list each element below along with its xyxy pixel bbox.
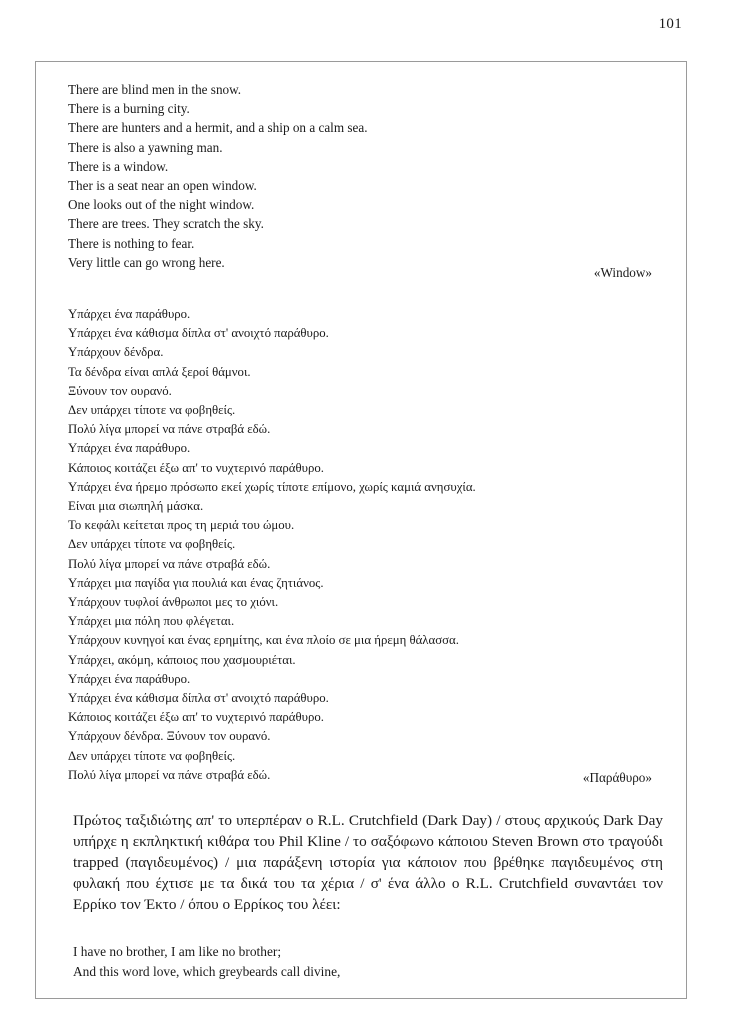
- poem-line: Πολύ λίγα μπορεί να πάνε στραβά εδώ.: [68, 556, 271, 571]
- poem-line: Δεν υπάρχει τίποτε να φοβηθείς.: [68, 403, 236, 418]
- poem-line: Υπάρχει μια παγίδα για πουλιά και ένας ζητιάνος.: [68, 575, 324, 590]
- poem-line: There is also a yawning man.: [68, 139, 223, 155]
- poem-line: Υπάρχει ένα παράθυρο.: [68, 671, 191, 686]
- poem-line: Υπάρχει μια πόλη που φλέγεται.: [68, 614, 235, 629]
- quote-line: I have no brother, I am like no brother;: [73, 944, 282, 959]
- poem-line: There are blind men in the snow.: [68, 82, 242, 97]
- poem-line: Very little can go wrong here.: [68, 254, 225, 270]
- poem-line: Ξύνουν τον ουρανό.: [68, 383, 172, 398]
- poem-line: Υπάρχει ένα ήρεμο πρόσωπο εκεί χωρίς τίποτε επίμονο, χωρίς καμιά ανησυχία.: [68, 479, 476, 494]
- quote-block: [73, 942, 663, 982]
- poem-line: There is nothing to fear.: [68, 235, 195, 251]
- poem-line: Δεν υπάρχει τίποτε να φοβηθείς.: [68, 748, 236, 763]
- poem-line: Τα δένδρα είναι απλά ξεροί θάμνοι.: [68, 364, 251, 379]
- poem-line: Πολύ λίγα μπορεί να πάνε στραβά εδώ.: [68, 422, 271, 437]
- poem-line: There is a window.: [68, 158, 169, 174]
- poem-line: Κάποιος κοιτάζει έξω απ' το νυχτερινό παράθυρο.: [68, 710, 324, 725]
- poem-line: Είναι μια σιωπηλή μάσκα.: [68, 499, 204, 514]
- poem-line: There are trees. They scratch the sky.: [68, 216, 264, 232]
- poem-english-caption: «Window»: [593, 265, 652, 280]
- poem-line: Υπάρχουν δένδρα. Ξύνουν τον ουρανό.: [68, 729, 271, 744]
- poem-line: Υπάρχουν δένδρα.: [68, 345, 164, 360]
- poem-line: Υπάρχουν τυφλοί άνθρωποι μες το χιόνι.: [68, 595, 279, 610]
- poem-line: Κάποιος κοιτάζει έξω απ' το νυχτερινό παράθυρο.: [68, 460, 324, 475]
- poem-line: One looks out of the night window.: [68, 197, 255, 213]
- poem-line: Υπάρχει ένα κάθισμα δίπλα στ' ανοιχτό παράθυρο.: [68, 326, 329, 341]
- poem-line: Δεν υπάρχει τίποτε να φοβηθείς.: [68, 537, 236, 552]
- poem-line: Πολύ λίγα μπορεί να πάνε στραβά εδώ.: [68, 767, 271, 782]
- poem-line: Το κεφάλι κείτεται προς τη μεριά του ώμου.: [68, 518, 295, 533]
- poem-english: [68, 80, 668, 272]
- poem-greek-caption: «Παράθυρο»: [582, 770, 652, 785]
- poem-line: Υπάρχουν κυνηγοί και ένας ερημίτης, και ένα πλοίο σε μια ήρεμη θάλασσα.: [68, 633, 459, 648]
- poem-line: Υπάρχει ένα κάθισμα δίπλα στ' ανοιχτό παράθυρο.: [68, 691, 329, 706]
- prose-paragraph: Πρώτος ταξιδιώτης απ' το υπερπέραν ο R.L. Crutchfield (Dark Day) / στους αρχικούς Dark Day υπήρχε η εκπληκτική κιθάρα του Phil Kline / το σαξόφωνο κάποιου Steven Brown στο τραγούδι trapped (παγιδευμένος) / μια παράξενη ιστορία για κάποιον που βρέθηκε παγιδευμένος στη φυλακή που έχτισε με τα δικά του τα χέρια / σ' ένα άλλο ο R.L. Crutchfield συναντάει τον Ερρίκο τον Έκτο / όπου ο Ερρίκος του λέει:: [73, 812, 663, 913]
- poem-line: There is a burning city.: [68, 101, 190, 117]
- poem-line: There are hunters and a hermit, and a ship on a calm sea.: [68, 120, 368, 136]
- poem-line: Υπάρχει, ακόμη, κάποιος που χασμουριέται.: [68, 652, 296, 667]
- poem-greek: [68, 305, 668, 785]
- quote-line: And this word love, which greybeards call divine,: [73, 964, 341, 979]
- poem-line: Υπάρχει ένα παράθυρο.: [68, 441, 191, 456]
- poem-line: Υπάρχει ένα παράθυρο.: [68, 307, 191, 321]
- poem-line: Ther is a seat near an open window.: [68, 178, 257, 194]
- page-number: 101: [658, 16, 682, 32]
